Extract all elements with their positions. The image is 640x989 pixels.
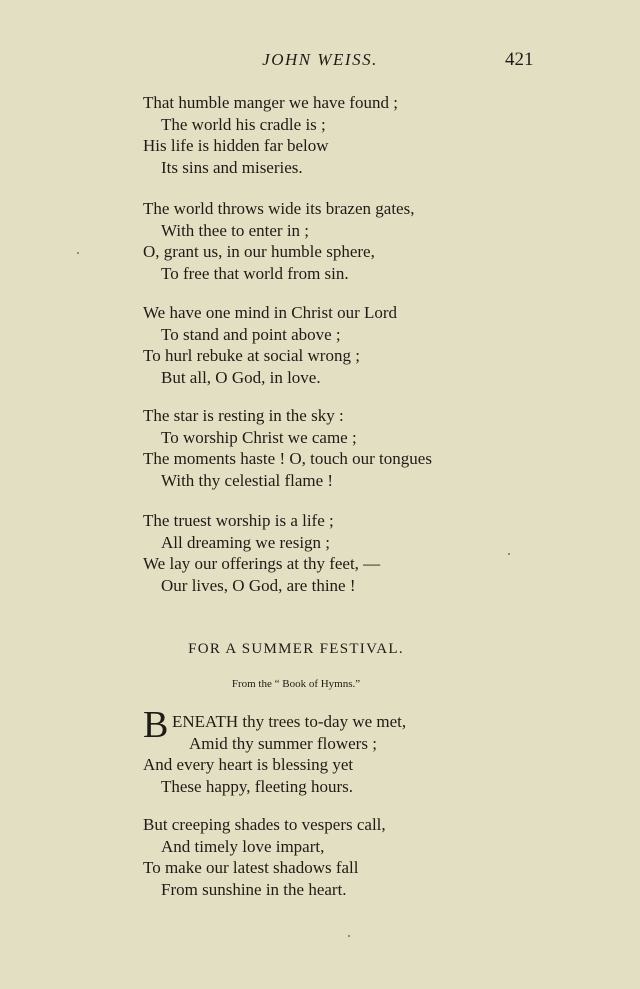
verse-line: Our lives, O God, are thine ! — [161, 575, 356, 595]
drop-cap: B — [143, 704, 169, 746]
verse-line: To make our latest shadows fall — [143, 858, 359, 878]
verse-line: To hurl rebuke at social wrong ; — [143, 346, 360, 366]
verse-line: That humble manger we have found ; — [143, 93, 398, 112]
stanza — [143, 814, 386, 900]
paper-speck — [77, 252, 79, 254]
paper-speck — [348, 935, 350, 937]
verse-line: We have one mind in Christ our Lord — [143, 303, 398, 322]
verse-line: The world throws wide its brazen gates, — [143, 199, 415, 218]
stanza — [143, 405, 432, 491]
verse-line: His life is hidden far below — [143, 136, 329, 156]
stanza — [143, 92, 398, 178]
running-head: JOHN WEISS. — [262, 50, 378, 69]
verse-line: All dreaming we resign ; — [161, 532, 331, 552]
verse-line: The star is resting in the sky : — [143, 406, 344, 425]
verse-line: Its sins and miseries. — [161, 157, 303, 177]
verse-line: Amid thy summer flowers ; — [189, 733, 377, 753]
verse-line: We lay our offerings at thy feet, — — [143, 554, 381, 574]
stanza — [143, 198, 414, 284]
verse-line: To free that world from sin. — [161, 263, 349, 283]
verse-line: The moments haste ! O, touch our tongues — [143, 449, 432, 469]
verse-line: And every heart is blessing yet — [143, 755, 354, 775]
verse-line: The world his cradle is ; — [161, 114, 326, 134]
source-note: From the “ Book of Hymns.” — [231, 678, 361, 690]
verse-line: The truest worship is a life ; — [143, 511, 334, 530]
verse-line: These happy, fleeting hours. — [161, 776, 353, 796]
verse-line: And timely love impart, — [161, 836, 325, 856]
page-number: 421 — [505, 49, 534, 70]
paper-speck — [508, 553, 510, 555]
verse-line: O, grant us, in our humble sphere, — [143, 242, 375, 262]
stanza — [143, 302, 397, 388]
verse-line: But all, O God, in love. — [161, 367, 321, 387]
verse-line: To worship Christ we came ; — [161, 427, 357, 447]
section-title: FOR A SUMMER FESTIVAL. — [188, 641, 404, 657]
verse-line: To stand and point above ; — [161, 324, 341, 344]
verse-line: With thee to enter in ; — [161, 220, 310, 240]
verse-line: But creeping shades to vespers call, — [143, 815, 386, 834]
stanza — [143, 510, 380, 596]
verse-line: ENEATH thy trees to-day we met, — [172, 712, 407, 731]
verse-line: From sunshine in the heart. — [161, 879, 347, 899]
stanza — [143, 711, 406, 797]
verse-line: With thy celestial flame ! — [161, 470, 334, 490]
